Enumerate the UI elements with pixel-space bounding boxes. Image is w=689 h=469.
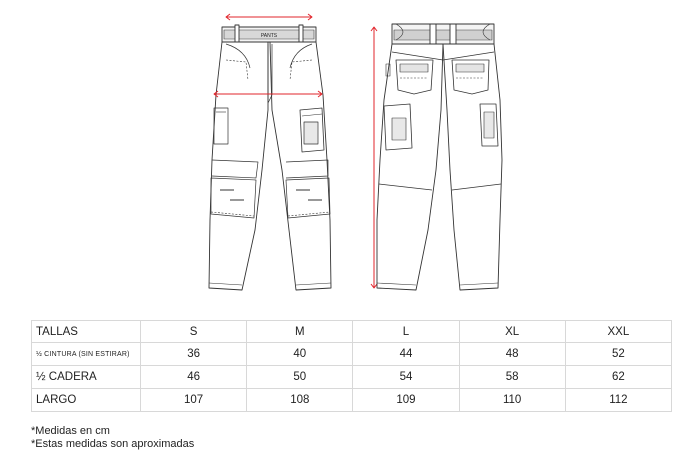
table-row xyxy=(32,389,672,412)
table-cell: 50 xyxy=(247,366,353,389)
header-size-s: S xyxy=(141,321,247,343)
table-cell: 62 xyxy=(565,366,671,389)
table-cell: 108 xyxy=(247,389,353,412)
footnotes xyxy=(31,425,194,451)
table-cell: 107 xyxy=(141,389,247,412)
table-cell: 109 xyxy=(353,389,459,412)
front-left-leg xyxy=(209,42,268,290)
back-right-leg xyxy=(443,44,502,290)
table-cell: 48 xyxy=(459,343,565,366)
waistband-brand-text: PANTS xyxy=(260,33,278,39)
table-cell: 52 xyxy=(565,343,671,366)
table-cell: 46 xyxy=(141,366,247,389)
header-size-xl: XL xyxy=(459,321,565,343)
row-label-largo: LARGO xyxy=(32,389,141,412)
table-header-row xyxy=(32,321,672,343)
row-label-cintura: ½ CINTURA (SIN ESTIRAR) xyxy=(32,343,141,366)
table-cell: 112 xyxy=(565,389,671,412)
header-size-l: L xyxy=(353,321,459,343)
table-cell: 54 xyxy=(353,366,459,389)
waist-measure-arrow xyxy=(226,14,312,20)
note-units: *Medidas en cm xyxy=(31,425,110,437)
front-right-leg xyxy=(270,42,331,290)
table-row xyxy=(32,366,672,389)
table-cell: 110 xyxy=(459,389,565,412)
table-cell: 40 xyxy=(247,343,353,366)
note-approximate: *Estas medidas son aproximadas xyxy=(31,438,195,450)
row-label-cadera: ½ CADERA xyxy=(32,366,141,389)
table-row xyxy=(32,343,672,366)
table-cell: 58 xyxy=(459,366,565,389)
table-cell: 44 xyxy=(353,343,459,366)
front-view-pants xyxy=(209,14,331,290)
header-tallas: TALLAS xyxy=(32,321,141,343)
table-cell: 36 xyxy=(141,343,247,366)
back-left-leg xyxy=(377,44,443,290)
length-measure-arrow xyxy=(371,27,377,288)
size-chart-table xyxy=(31,320,672,412)
header-size-m: M xyxy=(247,321,353,343)
back-view-pants xyxy=(371,24,502,290)
header-size-xxl: XXL xyxy=(565,321,671,343)
